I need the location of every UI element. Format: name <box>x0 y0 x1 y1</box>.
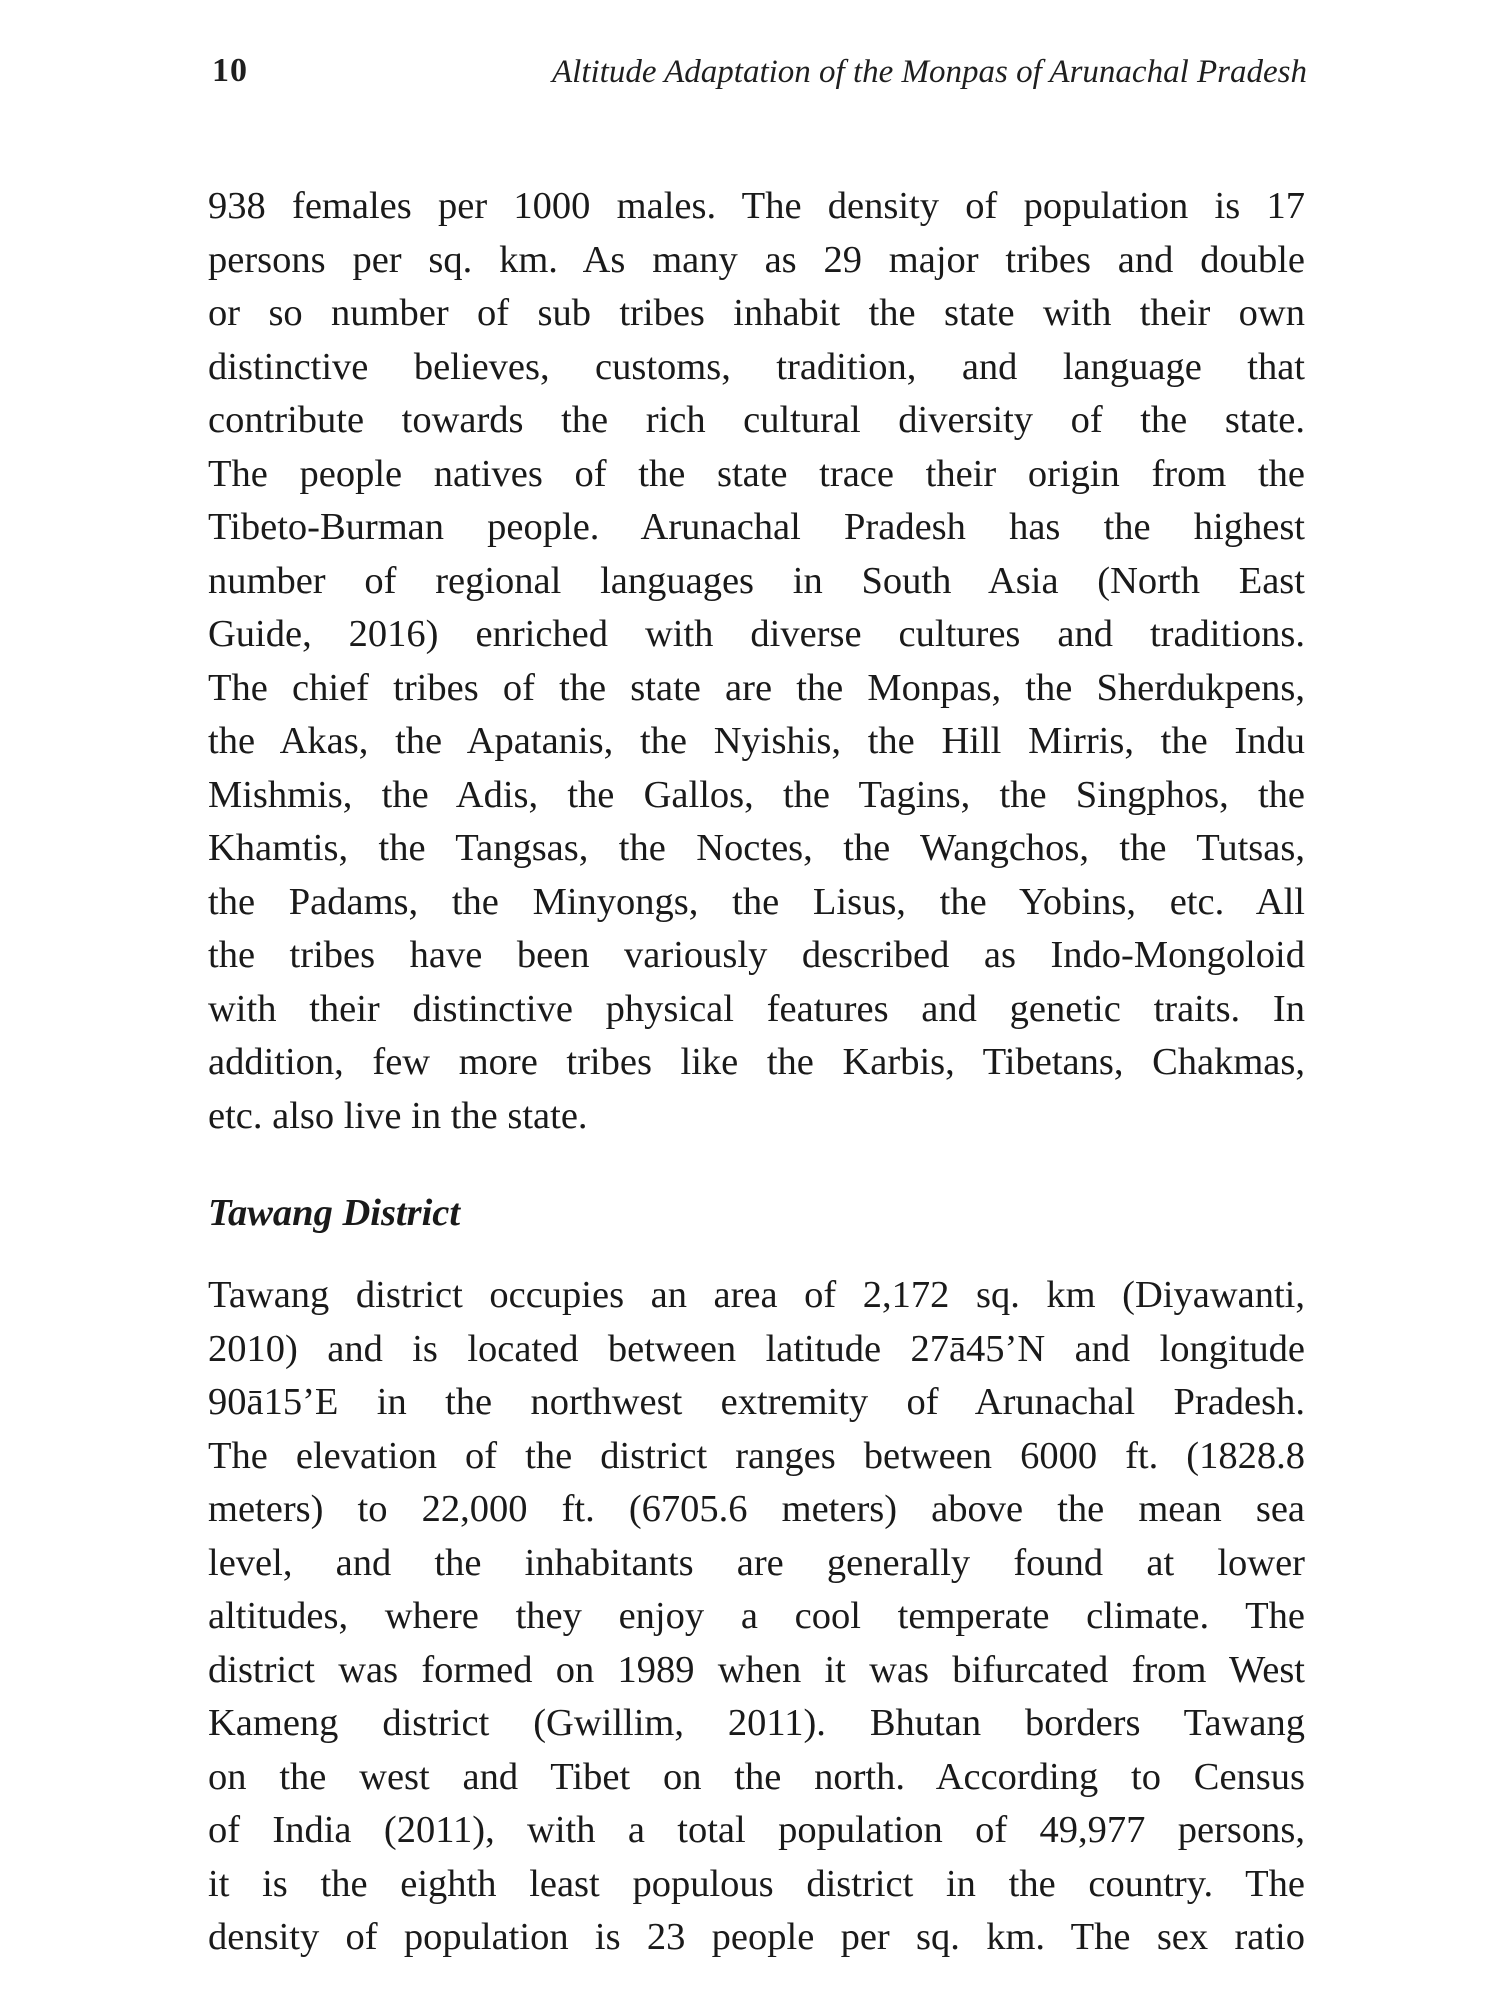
text-line: it is the eighth least populous district in the country. The <box>208 1862 1305 1905</box>
text-line: meters) to 22,000 ft. (6705.6 meters) above the mean sea <box>208 1488 1305 1530</box>
text-line: Tibeto-Burman people. Arunachal Pradesh has the highest <box>208 506 1305 548</box>
text-line: level, and the inhabitants are generally found at lower <box>208 1541 1305 1584</box>
running-header <box>212 52 1307 102</box>
text-line: distinctive believes, customs, tradition, and language that <box>208 345 1305 388</box>
text-line: The chief tribes of the state are the Monpas, the Sherdukpens, <box>208 666 1305 709</box>
paragraph-tawang-district <box>208 1269 1305 1965</box>
text-line: The people natives of the state trace their origin from the <box>208 452 1305 495</box>
text-line: district was formed on 1989 when it was bifurcated from West <box>208 1648 1305 1691</box>
text-line: Guide, 2016) enriched with diverse cultures and traditions. <box>208 613 1305 655</box>
text-line: of India (2011), with a total population of 49,977 persons, <box>208 1809 1305 1851</box>
text-line: addition, few more tribes like the Karbis, Tibetans, Chakmas, <box>208 1041 1305 1083</box>
text-line: Kameng district (Gwillim, 2011). Bhutan borders Tawang <box>208 1702 1305 1744</box>
text-line: Khamtis, the Tangsas, the Noctes, the Wangchos, the Tutsas, <box>208 827 1305 869</box>
text-line: 90ā15’E in the northwest extremity of Arunachal Pradesh. <box>208 1381 1305 1423</box>
text-line: The elevation of the district ranges between 6000 ft. (1828.8 <box>208 1434 1305 1477</box>
page-number: 10 <box>212 52 248 89</box>
text-line: the tribes have been variously described as Indo-Mongoloid <box>208 934 1305 976</box>
text-line: etc. also live in the state. <box>208 1094 588 1137</box>
text-line: Tawang district occupies an area of 2,172 sq. km (Diyawanti, <box>208 1274 1305 1316</box>
text-line: 938 females per 1000 males. The density of population is 17 <box>208 185 1305 227</box>
text-line: on the west and Tibet on the north. According to Census <box>208 1755 1305 1798</box>
text-line: or so number of sub tribes inhabit the state with their own <box>208 292 1305 334</box>
text-line: density of population is 23 people per sq. km. The sex ratio <box>208 1916 1305 1958</box>
text-line: persons per sq. km. As many as 29 major tribes and double <box>208 238 1305 281</box>
paragraph-population-tribes <box>208 180 1305 1143</box>
text-line: number of regional languages in South Asia (North East <box>208 559 1305 602</box>
text-line: contribute towards the rich cultural diversity of the state. <box>208 399 1305 441</box>
text-line: the Padams, the Minyongs, the Lisus, the Yobins, etc. All <box>208 880 1305 923</box>
running-title: Altitude Adaptation of the Monpas of Arunachal Pradesh <box>552 54 1307 90</box>
text-line: Mishmis, the Adis, the Gallos, the Tagins, the Singphos, the <box>208 773 1305 816</box>
text-line: the Akas, the Apatanis, the Nyishis, the Hill Mirris, the Indu <box>208 720 1305 762</box>
text-line: with their distinctive physical features and genetic traits. In <box>208 987 1305 1030</box>
text-line: 2010) and is located between latitude 27ā45’N and longitude <box>208 1327 1305 1370</box>
text-line: altitudes, where they enjoy a cool temperate climate. The <box>208 1595 1305 1637</box>
section-heading: Tawang District <box>208 1192 461 1234</box>
